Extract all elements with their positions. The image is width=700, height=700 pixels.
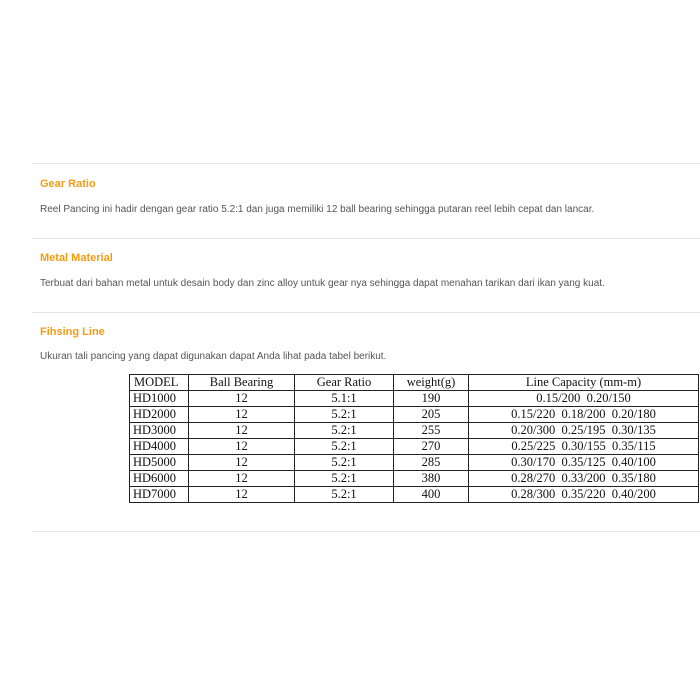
cell-gear-ratio: 5.2:1 bbox=[295, 423, 394, 439]
cell-line-capacity: 0.30/170 0.35/125 0.40/100 bbox=[469, 455, 699, 471]
cell-line-capacity: 0.15/220 0.18/200 0.20/180 bbox=[469, 407, 699, 423]
cell-model: HD1000 bbox=[130, 391, 189, 407]
table-row bbox=[130, 439, 699, 455]
cell-weight: 205 bbox=[394, 407, 469, 423]
table-row bbox=[130, 471, 699, 487]
cell-weight: 400 bbox=[394, 487, 469, 503]
table-row bbox=[130, 455, 699, 471]
cell-weight: 285 bbox=[394, 455, 469, 471]
divider-2 bbox=[32, 312, 700, 313]
cell-weight: 255 bbox=[394, 423, 469, 439]
cell-ball-bearing: 12 bbox=[189, 391, 295, 407]
table-row bbox=[130, 423, 699, 439]
cell-weight: 380 bbox=[394, 471, 469, 487]
header-model: MODEL bbox=[130, 375, 189, 391]
line-capacity-table bbox=[129, 374, 699, 503]
section-metal-material-title: Metal Material bbox=[40, 252, 113, 264]
cell-weight: 270 bbox=[394, 439, 469, 455]
cell-gear-ratio: 5.2:1 bbox=[295, 487, 394, 503]
cell-ball-bearing: 12 bbox=[189, 455, 295, 471]
header-weight: weight(g) bbox=[394, 375, 469, 391]
header-line-capacity: Line Capacity (mm-m) bbox=[469, 375, 699, 391]
section-metal-material-description: Terbuat dari bahan metal untuk desain body dan zinc alloy untuk gear nya sehingga dapat menahan tarikan dari ikan yang kuat. bbox=[40, 278, 605, 289]
cell-ball-bearing: 12 bbox=[189, 439, 295, 455]
cell-weight: 190 bbox=[394, 391, 469, 407]
table-header-row bbox=[130, 375, 699, 391]
cell-model: HD3000 bbox=[130, 423, 189, 439]
cell-line-capacity: 0.28/270 0.33/200 0.35/180 bbox=[469, 471, 699, 487]
section-gear-ratio-description: Reel Pancing ini hadir dengan gear ratio 5.2:1 dan juga memiliki 12 ball bearing sehingga putaran reel lebih cepat dan lancar. bbox=[40, 204, 595, 215]
cell-model: HD6000 bbox=[130, 471, 189, 487]
table-row bbox=[130, 391, 699, 407]
section-gear-ratio-title: Gear Ratio bbox=[40, 178, 96, 190]
cell-gear-ratio: 5.1:1 bbox=[295, 391, 394, 407]
cell-model: HD5000 bbox=[130, 455, 189, 471]
divider-bottom bbox=[32, 531, 700, 532]
cell-line-capacity: 0.15/200 0.20/150 bbox=[469, 391, 699, 407]
header-ball-bearing: Ball Bearing bbox=[189, 375, 295, 391]
section-fishing-line-description: Ukuran tali pancing yang dapat digunakan dapat Anda lihat pada tabel berikut. bbox=[40, 351, 387, 362]
cell-ball-bearing: 12 bbox=[189, 407, 295, 423]
cell-line-capacity: 0.25/225 0.30/155 0.35/115 bbox=[469, 439, 699, 455]
divider-1 bbox=[32, 238, 700, 239]
cell-ball-bearing: 12 bbox=[189, 487, 295, 503]
cell-model: HD4000 bbox=[130, 439, 189, 455]
cell-model: HD7000 bbox=[130, 487, 189, 503]
cell-model: HD2000 bbox=[130, 407, 189, 423]
table-row bbox=[130, 407, 699, 423]
cell-line-capacity: 0.28/300 0.35/220 0.40/200 bbox=[469, 487, 699, 503]
cell-gear-ratio: 5.2:1 bbox=[295, 407, 394, 423]
cell-ball-bearing: 12 bbox=[189, 423, 295, 439]
table-row bbox=[130, 487, 699, 503]
cell-gear-ratio: 5.2:1 bbox=[295, 439, 394, 455]
cell-ball-bearing: 12 bbox=[189, 471, 295, 487]
cell-gear-ratio: 5.2:1 bbox=[295, 471, 394, 487]
cell-gear-ratio: 5.2:1 bbox=[295, 455, 394, 471]
section-fishing-line-title: Fihsing Line bbox=[40, 326, 105, 338]
divider-top bbox=[32, 163, 700, 164]
cell-line-capacity: 0.20/300 0.25/195 0.30/135 bbox=[469, 423, 699, 439]
header-gear-ratio: Gear Ratio bbox=[295, 375, 394, 391]
